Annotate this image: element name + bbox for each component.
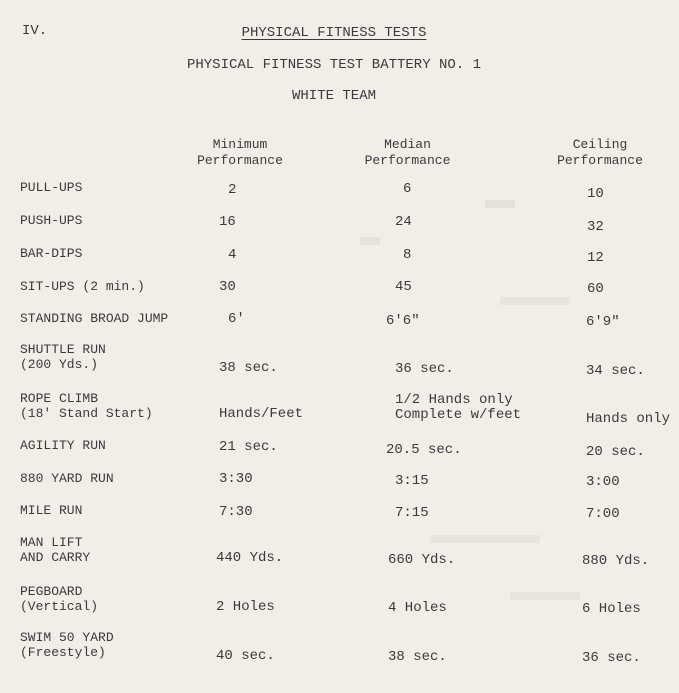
ceiling-value: 6'9"	[586, 314, 620, 330]
test-name-line2: (18' Stand Start)	[20, 406, 153, 421]
test-name: SIT-UPS (2 min.)	[20, 279, 145, 294]
ceiling-value: 880 Yds.	[582, 553, 650, 569]
test-name	[20, 391, 153, 421]
header-ceiling	[545, 137, 655, 168]
page-label: IV.	[22, 23, 48, 39]
header-minimum-line2: Performance	[197, 153, 283, 168]
ceiling-value: 32	[587, 219, 604, 235]
test-name-line2: (200 Yds.)	[20, 357, 99, 372]
test-name	[20, 342, 106, 372]
median-value: 8	[403, 247, 412, 263]
minimum-value: 2	[228, 182, 237, 198]
median-value: 3:15	[395, 473, 429, 489]
minimum-value: 30	[219, 279, 236, 295]
minimum-value: 38 sec.	[219, 360, 278, 376]
test-name: PUSH-UPS	[20, 213, 83, 228]
minimum-value: 6'	[228, 311, 245, 327]
minimum-value: 2 Holes	[216, 599, 275, 615]
header-ceiling-line1: Ceiling	[572, 137, 628, 152]
ceiling-value: 20 sec.	[586, 444, 645, 460]
test-name: PULL-UPS	[20, 180, 83, 195]
ceiling-value: 10	[587, 186, 604, 202]
header-minimum-line1: Minimum	[212, 137, 268, 152]
test-name: AGILITY RUN	[20, 438, 106, 453]
test-name-line2: AND CARRY	[20, 550, 91, 565]
test-name: MILE RUN	[20, 503, 83, 518]
header-median-line2: Performance	[364, 153, 451, 168]
test-name-line1: SWIM 50 YARD	[20, 630, 114, 645]
ceiling-value: 12	[587, 250, 604, 266]
test-name: 880 YARD RUN	[20, 471, 114, 486]
test-name	[20, 630, 114, 660]
header-median	[345, 137, 470, 168]
header-ceiling-line2: Performance	[557, 153, 643, 168]
median-value: 20.5 sec.	[386, 442, 462, 458]
median-value-line1: 1/2 Hands only	[395, 392, 513, 408]
test-name-line2: (Vertical)	[20, 599, 99, 614]
median-value: 4 Holes	[388, 600, 447, 616]
median-value: 6	[403, 181, 412, 197]
test-name-line1: PEGBOARD	[20, 584, 83, 599]
ceiling-value: 60	[587, 281, 604, 297]
minimum-value: 40 sec.	[216, 648, 275, 664]
median-value: 660 Yds.	[388, 552, 456, 568]
median-value: 36 sec.	[395, 361, 454, 377]
minimum-value: 21 sec.	[219, 439, 278, 455]
header-minimum	[180, 137, 300, 168]
test-name	[20, 584, 98, 614]
minimum-value: 7:30	[219, 504, 253, 520]
test-name-line1: MAN LIFT	[20, 535, 83, 550]
header-median-line1: Median	[384, 137, 431, 152]
median-value: 38 sec.	[388, 649, 447, 665]
median-value	[395, 393, 521, 423]
ceiling-value: 7:00	[586, 506, 620, 522]
test-name-line1: ROPE CLIMB	[20, 391, 99, 406]
test-name: STANDING BROAD JUMP	[20, 311, 169, 326]
median-value-line2: Complete w/feet	[395, 407, 522, 423]
document-title: PHYSICAL FITNESS TESTS	[241, 25, 427, 41]
ceiling-value: Hands only	[586, 411, 671, 427]
test-name-line1: SHUTTLE RUN	[20, 342, 106, 357]
minimum-value: 16	[219, 214, 236, 230]
test-name	[20, 535, 90, 565]
ceiling-value: 3:00	[586, 474, 620, 490]
test-name: BAR-DIPS	[20, 246, 83, 261]
minimum-value: Hands/Feet	[219, 406, 304, 422]
median-value: 6'6"	[386, 313, 420, 329]
median-value: 24	[395, 214, 412, 230]
team-heading: WHITE TEAM	[291, 88, 376, 104]
document-subtitle: PHYSICAL FITNESS TEST BATTERY NO. 1	[186, 57, 482, 73]
median-value: 7:15	[395, 505, 429, 521]
ceiling-value: 6 Holes	[582, 601, 641, 617]
test-name-line2: (Freestyle)	[20, 645, 106, 660]
median-value: 45	[395, 279, 412, 295]
minimum-value: 3:30	[219, 471, 253, 487]
minimum-value: 440 Yds.	[216, 550, 284, 566]
ceiling-value: 34 sec.	[586, 363, 645, 379]
minimum-value: 4	[228, 247, 237, 263]
ceiling-value: 36 sec.	[582, 650, 641, 666]
